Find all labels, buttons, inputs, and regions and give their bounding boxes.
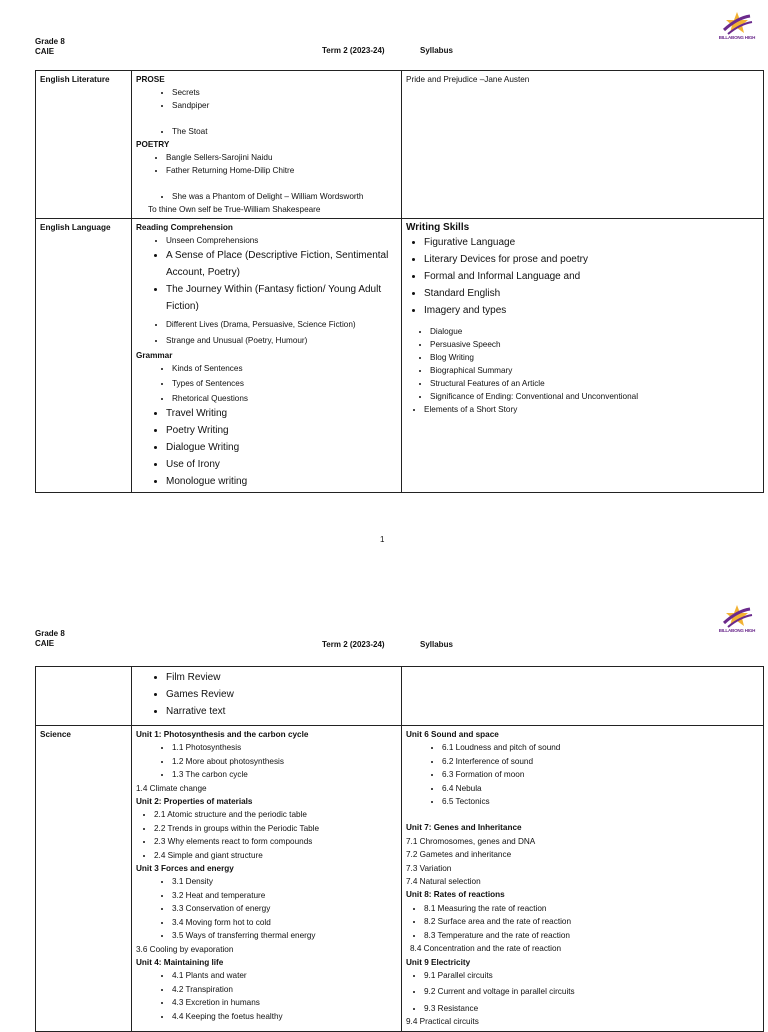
list-item: • Significance of Ending: Conventional and Unconventional xyxy=(430,390,759,403)
board-label: CAIE xyxy=(35,47,55,56)
unit-heading: Unit 6 Sound and space xyxy=(406,730,499,739)
list-item: • 3.5 Ways of transferring thermal energy xyxy=(172,929,397,942)
science-col3 xyxy=(402,726,764,1032)
list-item: • Literary Devices for prose and poetry xyxy=(424,251,759,268)
list-item: • 2.1 Atomic structure and the periodic table xyxy=(154,808,397,821)
syllabus-table-1 xyxy=(35,70,764,493)
list-item: • The Journey Within (Fantasy fiction/ Young Adult Fiction) xyxy=(166,281,397,315)
list-item: • Figurative Language xyxy=(424,234,759,251)
list-item: • Formal and Informal Language and xyxy=(424,268,759,285)
unit-heading: Unit 4: Maintaining life xyxy=(136,957,224,967)
empty-cell xyxy=(36,667,132,726)
list-item: • Use of Irony xyxy=(166,456,397,473)
list-item: • 6.5 Tectonics xyxy=(442,795,759,808)
writing-heading: Writing Skills xyxy=(406,222,470,233)
school-logo xyxy=(714,603,760,637)
list-item: • Secrets xyxy=(172,86,397,99)
list-item: • Sandpiper xyxy=(172,99,397,112)
list-item: • 3.3 Conservation of energy xyxy=(172,902,397,915)
list-item: • Structural Features of an Article xyxy=(430,377,759,390)
unit-heading: Unit 1: Photosynthesis and the carbon cycle xyxy=(136,730,309,739)
unit-line: 7.1 Chromosomes, genes and DNA xyxy=(406,836,536,846)
unit-heading: Unit 8: Rates of reactions xyxy=(406,890,505,900)
list-item: • 6.4 Nebula xyxy=(442,782,759,795)
list-item: • Persuasive Speech xyxy=(430,338,759,351)
list-item: • 3.2 Heat and temperature xyxy=(172,889,397,902)
english-lang-col3 xyxy=(402,219,764,493)
unit-extra: 1.4 Climate change xyxy=(136,783,207,793)
list-item: • 1.2 More about photosynthesis xyxy=(172,755,397,768)
list-item: • Elements of a Short Story xyxy=(424,403,759,416)
list-item: • 4.4 Keeping the foetus healthy xyxy=(172,1010,397,1023)
english-lit-novel: Pride and Prejudice –Jane Austen xyxy=(402,71,764,219)
syllabus-label: Syllabus xyxy=(420,46,453,55)
list-item: • Poetry Writing xyxy=(166,422,397,439)
list-item: • Bangle Sellers-Sarojini Naidu xyxy=(166,151,397,164)
list-item: • 1.1 Photosynthesis xyxy=(172,741,397,754)
row-science xyxy=(36,726,764,1032)
list-item: • Different Lives (Drama, Persuasive, Science Fiction) xyxy=(166,318,397,331)
unit-extra: 9.4 Practical circuits xyxy=(406,1017,479,1027)
list-item: • 6.3 Formation of moon xyxy=(442,768,759,781)
reading-heading: Reading Comprehension xyxy=(136,223,233,232)
logo-text: BILLABONG HIGH xyxy=(718,35,756,40)
row-english-language xyxy=(36,219,764,493)
poetry-extra: To thine Own self be True-William Shakespeare xyxy=(148,205,321,214)
poetry-heading: POETRY xyxy=(136,140,170,149)
list-item: • 8.1 Measuring the rate of reaction xyxy=(424,902,759,915)
list-item: • 8.2 Surface area and the rate of reaction xyxy=(424,915,759,928)
list-item: • Strange and Unusual (Poetry, Humour) xyxy=(166,334,397,347)
list-item: • Monologue writing xyxy=(166,473,397,490)
list-item: • Dialogue xyxy=(430,325,759,338)
list-item: • Imagery and types xyxy=(424,302,759,319)
list-item: • 9.3 Resistance xyxy=(424,1002,759,1015)
term-label: Term 2 (2023-24) xyxy=(322,46,385,55)
list-item: • 3.4 Moving form hot to cold xyxy=(172,916,397,929)
subject-science: Science xyxy=(36,726,132,1032)
list-item: • The Stoat xyxy=(172,125,397,138)
unit-heading: Unit 2: Properties of materials xyxy=(136,797,253,807)
list-item: • 8.3 Temperature and the rate of reaction xyxy=(424,929,759,942)
list-item: • Kinds of Sentences xyxy=(172,362,397,375)
unit-line: 7.2 Gametes and inheritance xyxy=(406,850,512,860)
list-item: • 2.4 Simple and giant structure xyxy=(154,849,397,862)
unit-line: 7.4 Natural selection xyxy=(406,877,481,887)
list-item: • Biographical Summary xyxy=(430,364,759,377)
term-label: Term 2 (2023-24) xyxy=(322,640,385,649)
list-item: • Games Review xyxy=(166,686,397,703)
page-2 xyxy=(0,595,768,1027)
school-logo xyxy=(714,10,760,44)
list-item: • Blog Writing xyxy=(430,351,759,364)
list-item: • 9.2 Current and voltage in parallel circuits xyxy=(424,985,759,998)
science-col2 xyxy=(132,726,402,1032)
list-item: • Film Review xyxy=(166,669,397,686)
list-item: • 2.2 Trends in groups within the Periodic Table xyxy=(154,822,397,835)
unit-extra: 8.4 Concentration and the rate of reaction xyxy=(410,944,562,954)
list-item: • Unseen Comprehensions xyxy=(166,234,397,247)
subject-english-language: English Language xyxy=(36,219,132,493)
syllabus-table-2 xyxy=(35,666,764,1032)
list-item: • Father Returning Home-Dilip Chitre xyxy=(166,164,397,177)
list-item: • Dialogue Writing xyxy=(166,439,397,456)
list-item: • 3.1 Density xyxy=(172,875,397,888)
grammar-heading: Grammar xyxy=(136,351,173,360)
unit-heading: Unit 9 Electricity xyxy=(406,957,471,967)
unit-line: 7.3 Variation xyxy=(406,863,452,873)
board-label: CAIE xyxy=(35,639,55,648)
list-item: • 6.2 Interference of sound xyxy=(442,755,759,768)
list-item: • 4.3 Excretion in humans xyxy=(172,996,397,1009)
list-item: • 2.3 Why elements react to form compounds xyxy=(154,835,397,848)
row-english-literature xyxy=(36,71,764,219)
empty-cell xyxy=(402,667,764,726)
english-lang-col2 xyxy=(132,219,402,493)
unit-heading: Unit 3 Forces and energy xyxy=(136,864,234,874)
logo-text: BILLABONG HIGH xyxy=(718,628,756,633)
list-item: • Travel Writing xyxy=(166,405,397,422)
continued-list xyxy=(132,667,402,726)
list-item: • 4.2 Transpiration xyxy=(172,983,397,996)
page-number: 1 xyxy=(380,535,385,544)
prose-heading: PROSE xyxy=(136,75,165,84)
list-item: • Types of Sentences xyxy=(172,377,397,390)
list-item: • 6.1 Loudness and pitch of sound xyxy=(442,741,759,754)
unit-extra: 3.6 Cooling by evaporation xyxy=(136,944,234,954)
list-item: • Narrative text xyxy=(166,703,397,720)
list-item: • 1.3 The carbon cycle xyxy=(172,768,397,781)
list-item: • Standard English xyxy=(424,285,759,302)
list-item: • Rhetorical Questions xyxy=(172,392,397,405)
header-left xyxy=(35,37,65,57)
syllabus-label: Syllabus xyxy=(420,640,453,649)
list-item: • A Sense of Place (Descriptive Fiction, Sentimental Account, Poetry) xyxy=(166,247,397,281)
english-lit-col2 xyxy=(132,71,402,219)
row-english-continued xyxy=(36,667,764,726)
subject-english-literature: English Literature xyxy=(36,71,132,219)
unit-heading: Unit 7: Genes and Inheritance xyxy=(406,823,522,833)
header-left xyxy=(35,629,65,649)
list-item: • 9.1 Parallel circuits xyxy=(424,969,759,982)
grade-label: Grade 8 xyxy=(35,37,65,46)
grade-label: Grade 8 xyxy=(35,629,65,638)
list-item: • She was a Phantom of Delight – William Wordsworth xyxy=(172,190,397,203)
list-item: • 4.1 Plants and water xyxy=(172,969,397,982)
